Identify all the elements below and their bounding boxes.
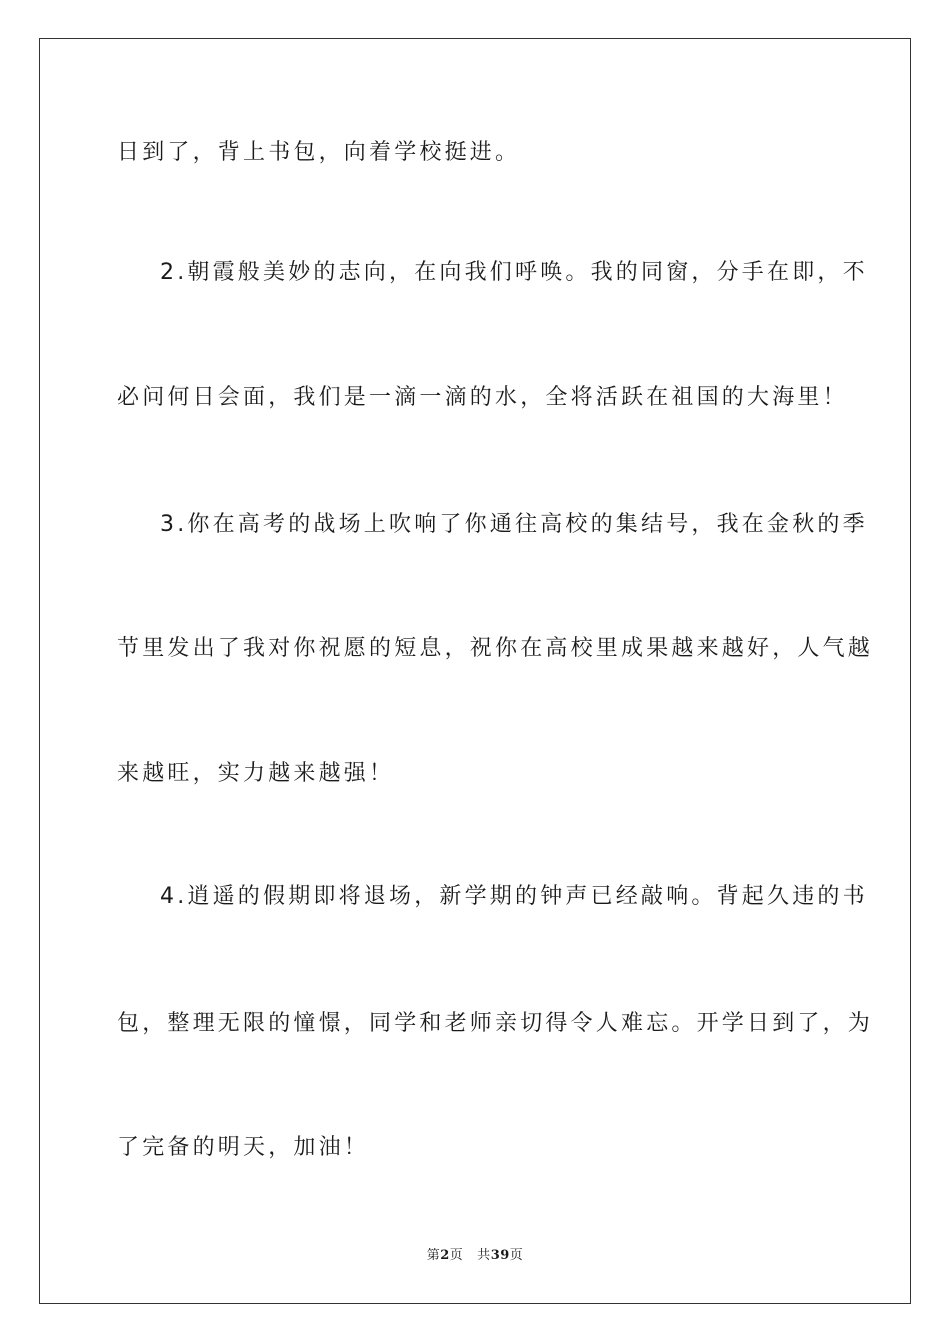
text-line-9: 了完备的明天，加油！ <box>117 1135 370 1160</box>
text-line-8: 包，整理无限的憧憬，同学和老师亲切得令人难忘。开学日到了，为 <box>117 1011 874 1036</box>
page-unit: 页 <box>449 1248 464 1263</box>
page-number: 2 <box>440 1248 450 1263</box>
page-footer <box>0 1246 950 1266</box>
text-line-5: 节里发出了我对你祝愿的短息，祝你在高校里成果越来越好，人气越 <box>117 636 874 661</box>
text-line-7: 4.逍遥的假期即将退场，新学期的钟声已经敲响。背起久违的书 <box>160 884 868 909</box>
text-line-3: 必问何日会面，我们是一滴一滴的水，全将活跃在祖国的大海里！ <box>117 385 848 410</box>
total-pages: 39 <box>490 1248 510 1263</box>
text-line-1: 日到了，背上书包，向着学校挺进。 <box>117 140 521 165</box>
text-line-4: 3.你在高考的战场上吹响了你通往高校的集结号，我在金秋的季 <box>160 512 868 537</box>
text-line-2: 2.朝霞般美妙的志向，在向我们呼唤。我的同窗，分手在即，不 <box>160 260 868 285</box>
page-frame <box>39 38 911 1304</box>
total-prefix: 共 <box>477 1248 491 1263</box>
text-line-6: 来越旺，实力越来越强！ <box>117 761 395 786</box>
page-prefix: 第 <box>426 1248 441 1263</box>
total-unit: 页 <box>509 1248 524 1263</box>
